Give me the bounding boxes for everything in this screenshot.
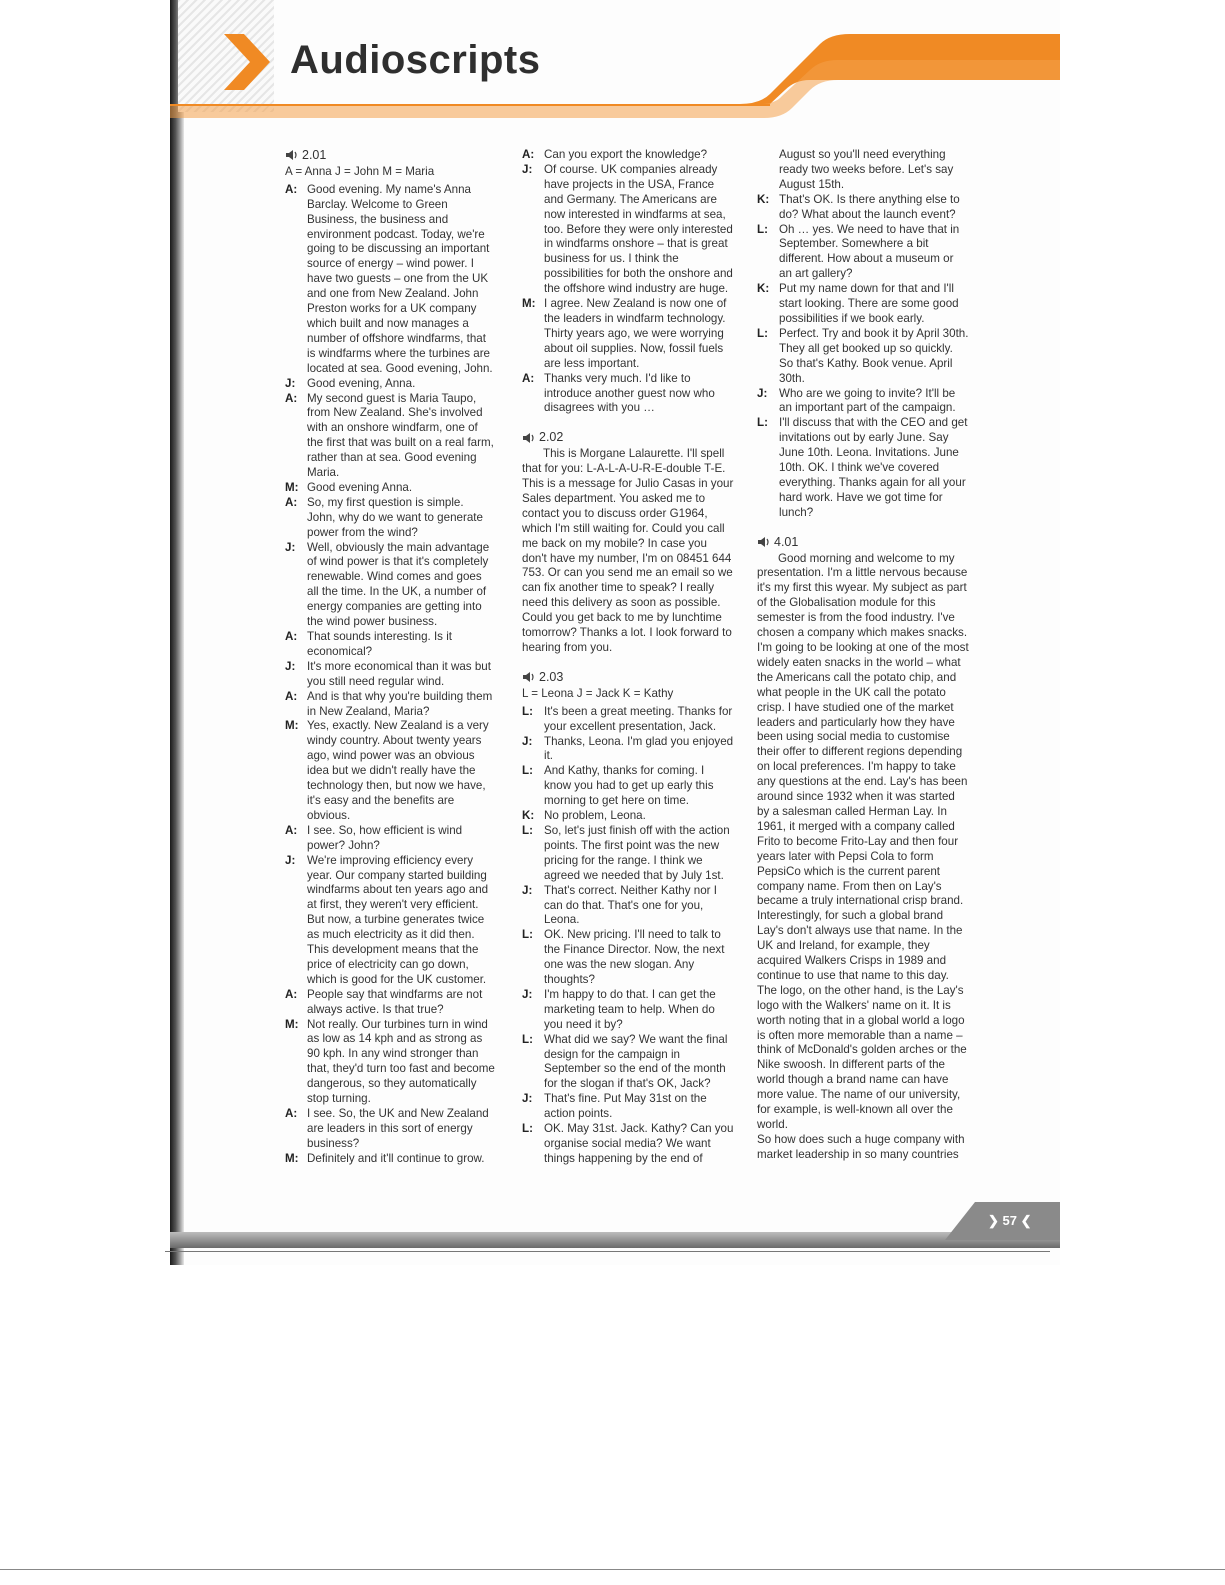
dialogue-text: Oh … yes. We need to have that in September. Somewhere a bit different. How about a museum or an art gallery? — [779, 222, 960, 281]
speaker-label: J: — [285, 376, 296, 390]
dialogue-text: That's correct. Neither Kathy nor I can do that. That's one for you, Leona. — [544, 883, 717, 927]
dialogue-text: I see. So, how efficient is wind power? John? — [307, 823, 463, 852]
dialogue-text: Of course. UK companies already have projects in the USA, France and Germany. The Americans are now interested in windfarms at sea, too. Before they were only interested in windfarms onshore – that is great business for us. I think the possibilities for both the onshore and the offshore wind industry are huge. — [544, 162, 733, 296]
speaker-label: A: — [285, 495, 298, 509]
dialogue-text: I'm happy to do that. I can get the marketing team to help. When do you need it by? — [544, 987, 716, 1031]
dialogue-text: Who are we going to invite? It'll be an important part of the campaign. — [779, 386, 956, 415]
speaker-key: A = Anna J = John M = Maria — [285, 164, 435, 178]
speaker-label: J: — [522, 162, 533, 176]
presentation-paragraph: Good morning and welcome to my presentation. I'm a little nervous because it's my first this wyear. My subject as part of the Globalisation module for this semester is from the food industry. I've chosen a company which makes snacks. I'm going to be looking at one of the most widely eaten snacks in the world – what the Americans call the potato chip, and what people in the UK call the potato crisp. I have studied one of the market leaders and particularly how they have been using social media to customise their offer to different regions depending on local preferences. I'm happy to take any questions at the end. Lay's has been around since 1932 when it was started by a salesman called Herman Lay. In 1961, it merged with a company called Frito to become Frito-Lay and then four years later with Pepsi Cola to form PepsiCo which is the current parent company name. From then on Lay's became a truly international crisp brand. Interestingly, for such a global brand Lay's don't always use that name. In the UK and Ireland, for example, they acquired Walkers Crisps in 1989 and continue to use that name to this day. The logo, on the other hand, is the Lay's logo with the Walkers' name on it. It is worth noting that in a global world a logo is often more memorable than a name – think of McDonald's golden arches or the Nike swoosh. In different parts of the world though a brand name can have more value. The name of our university, for example, is well-known all over the world. — [757, 551, 969, 1131]
scan-frame-line — [0, 1569, 1225, 1570]
dialogue-line — [757, 416, 969, 520]
dialogue-lines — [757, 148, 969, 521]
column-1 — [285, 148, 495, 1167]
dialogue-text: People say that windfarms are not always active. Is that true? — [307, 987, 483, 1016]
dialogue-text: So, my first question is simple. John, why do we want to generate power from the wind? — [307, 495, 483, 539]
dialogue-line — [522, 884, 734, 929]
dialogue-text: So, let's just finish off with the action points. The first point was the new pricing for the range. I think we agreed we needed that by July 1st. — [544, 823, 730, 882]
dialogue-text: Good evening. My name's Anna Barclay. Welcome to Green Business, the business and environment podcast. Today, we're going to be discussing an important source of energy – wind power. I have two guests – one from the UK and one from New Zealand. John Preston works for a UK company which built and now manages a number of offshore windfarms, that is windfarms where the turbines are located at sea. Good evening, John. — [307, 182, 493, 375]
dialogue-text: OK. May 31st. Jack. Kathy? Can you organise social media? We want things happening by the end of — [544, 1122, 734, 1165]
dialogue-line — [522, 988, 734, 1033]
page-binding-shadow — [170, 0, 184, 1265]
dialogue-line — [522, 148, 734, 163]
presentation-paragraph: So how does such a huge company with market leadership in so many countries — [757, 1132, 965, 1161]
track-heading — [285, 148, 495, 163]
dialogue-line — [522, 705, 734, 735]
speaker-label: A: — [285, 182, 298, 196]
speaker-label: L: — [522, 1122, 533, 1136]
dialogue-lines — [522, 705, 734, 1167]
speaker-label: L: — [522, 823, 533, 837]
dialogue-text: It's more economical than it was but you still need regular wind. — [307, 659, 491, 688]
speaker-label: A: — [285, 1107, 298, 1120]
dialogue-line — [285, 1018, 495, 1107]
dialogue-line — [285, 690, 495, 720]
dialogue-line — [522, 372, 734, 417]
dialogue-line — [522, 764, 734, 809]
header-chevron-icon — [222, 34, 272, 90]
dialogue-line — [522, 297, 734, 372]
track-heading — [522, 430, 734, 445]
dialogue-line — [285, 660, 495, 690]
speaker-label: M: — [285, 1017, 299, 1031]
speaker-label: M: — [285, 719, 299, 733]
dialogue-line — [522, 1033, 734, 1093]
dialogue-text: My second guest is Maria Taupo, from New Zealand. She's involved with an onshore windfarm, one of the first that was built on a real farm, rather than at sea. Good evening Maria. — [307, 391, 494, 480]
dialogue-text: And is that why you're building them in New Zealand, Maria? — [307, 689, 493, 718]
speaker-label: J: — [285, 853, 296, 867]
dialogue-line — [522, 163, 734, 297]
dialogue-line — [285, 496, 495, 541]
dialogue-text: That sounds interesting. Is it economical? — [307, 630, 452, 658]
dialogue-text: That's OK. Is there anything else to do? What about the launch event? — [779, 192, 960, 221]
dialogue-text: Good evening, Anna. — [307, 376, 416, 390]
dialogue-text: That's fine. Put May 31st on the action points. — [544, 1092, 707, 1121]
track-number: 2.01 — [302, 148, 327, 162]
speaker-label: L: — [522, 764, 533, 778]
dialogue-line — [285, 541, 495, 630]
dialogue-text: Good evening Anna. — [307, 480, 413, 494]
speaker-label: A: — [522, 148, 535, 161]
speaker-label: M: — [285, 480, 299, 494]
dialogue-line — [285, 719, 495, 823]
dialogue-line — [285, 481, 495, 496]
dialogue-text: Yes, exactly. New Zealand is a very windy country. About twenty years ago, wind power was an obvious idea but we didn't really have the technology then, but now we have, it's easy and the benefits are obvious. — [307, 719, 489, 822]
speaker-label: A: — [285, 630, 298, 643]
dialogue-line — [757, 148, 969, 193]
dialogue-line — [522, 824, 734, 884]
dialogue-text: No problem, Leona. — [544, 809, 646, 823]
speaker-label: J: — [522, 734, 533, 748]
speaker-label: K: — [522, 809, 535, 823]
dialogue-line — [757, 387, 969, 417]
dialogue-line — [522, 928, 734, 988]
speaker-label: J: — [285, 659, 296, 673]
speaker-label: J: — [757, 386, 768, 400]
dialogue-line — [285, 1152, 495, 1167]
dialogue-lines — [522, 148, 734, 416]
dialogue-text: Put my name down for that and I'll start looking. There are some good possibilities if we book early. — [779, 282, 959, 325]
dialogue-text: Perfect. Try and book it by April 30th. They all get booked up so quickly. So that's Kathy. Book venue. April 30th. — [779, 326, 969, 385]
speaker-label: M: — [522, 297, 536, 311]
dialogue-line — [522, 809, 734, 824]
track-number: 4.01 — [774, 534, 799, 549]
speaker-label: L: — [757, 326, 768, 340]
speaker-icon — [285, 149, 299, 161]
speaker-label: A: — [285, 987, 298, 1001]
speaker-label: L: — [757, 222, 768, 236]
dialogue-line — [285, 824, 495, 854]
page-bottom-edge — [170, 1232, 1060, 1248]
dialogue-text: And Kathy, thanks for coming. I know you had to get up early this morning to get here on time. — [544, 764, 714, 808]
dialogue-text: OK. New pricing. I'll need to talk to the Finance Director. Now, the next one was the new slogan. Any thoughts? — [544, 928, 725, 987]
page-number-value: 57 — [1002, 1213, 1017, 1228]
dialogue-text: Thanks, Leona. I'm glad you enjoyed it. — [544, 734, 734, 763]
speaker-icon — [757, 536, 771, 548]
speaker-label: A: — [522, 371, 535, 385]
dialogue-lines — [285, 183, 495, 1167]
message-paragraph: This is Morgane Lalaurette. I'll spell that for you: L-A-L-A-U-R-E-double T-E. This is a message for Julio Casas in your Sales department. You asked me to contact you to discuss order G1964, which I'm still waiting for. Could you call me back on my mobile? In case you don't have my number, I'm on 08451 644 753. Or can you send me an email so we can fix another time to speak? I really need this delivery as soon as possible. Could you get back to me by lunchtime tomorrow? Thanks a lot. I look forward to hearing from you. — [522, 447, 734, 654]
dialogue-text: I agree. New Zealand is now one of the leaders in windfarm technology. Thirty years ago, we were worrying about oil supplies. Now, fossil fuels are less important. — [544, 297, 727, 370]
dialogue-text: What did we say? We want the final design for the campaign in September so the end of the month for the slogan if that's OK, Jack? — [544, 1032, 728, 1091]
column-3 — [757, 148, 969, 1163]
speaker-label: J: — [522, 1092, 533, 1106]
column-2 — [522, 148, 734, 1167]
page — [170, 0, 1060, 1265]
page-title: Audioscripts — [290, 38, 541, 82]
speaker-label: K: — [757, 192, 770, 206]
dialogue-line — [757, 223, 969, 283]
speaker-label: M: — [285, 1151, 299, 1165]
dialogue-text: I see. So, the UK and New Zealand are leaders in this sort of energy business? — [307, 1107, 489, 1150]
track-heading — [757, 535, 969, 550]
dialogue-line — [285, 183, 495, 377]
scan-bottom-rule — [165, 1251, 1050, 1252]
dialogue-line — [285, 854, 495, 988]
speaker-icon — [522, 432, 536, 444]
dialogue-line — [285, 630, 495, 660]
speaker-icon — [522, 671, 536, 683]
speaker-label: L: — [522, 928, 533, 942]
page-number — [988, 1213, 1032, 1229]
speaker-label: L: — [522, 704, 533, 718]
speaker-label — [757, 148, 779, 193]
dialogue-line — [522, 1092, 734, 1122]
speaker-label: A: — [285, 391, 298, 405]
dialogue-line — [522, 735, 734, 765]
speaker-key: L = Leona J = Jack K = Kathy — [522, 686, 674, 700]
dialogue-line — [757, 282, 969, 327]
chevron-left-icon: ❮ — [1020, 1213, 1032, 1228]
dialogue-text: I'll discuss that with the CEO and get invitations out by early June. Say June 10th. Leona. Invitations. June 10th. OK. I think we've covered everything. Thanks again for all your hard work. Have we got time for lunch? — [779, 416, 968, 519]
speaker-label: J: — [522, 883, 533, 897]
dialogue-line — [285, 377, 495, 392]
speaker-label: L: — [757, 416, 768, 430]
speaker-label: A: — [285, 689, 298, 703]
dialogue-line — [522, 1122, 734, 1167]
dialogue-line — [285, 1107, 495, 1152]
dialogue-text: Not really. Our turbines turn in wind as low as 14 kph and as strong as 90 kph. In any wind stronger than that, they'd turn too fast and become dangerous, so they automatically stop turning. — [307, 1017, 495, 1106]
speaker-label: J: — [522, 987, 533, 1001]
speaker-label: A: — [285, 823, 298, 837]
dialogue-line — [757, 327, 969, 387]
track-number: 2.03 — [539, 669, 564, 684]
dialogue-text: We're improving efficiency every year. Our company started building windfarms about ten years ago and at first, they weren't very efficient. But now, a turbine generates twice as much electricity as it did then. This development means that the price of electricity can go down, which is good for the UK customer. — [307, 853, 489, 986]
chevron-right-icon: ❯ — [988, 1213, 999, 1228]
track-heading — [522, 670, 734, 685]
dialogue-text: Well, obviously the main advantage of wind power is that it's completely renewable. Wind comes and goes all the time. In the UK, a number of energy companies are getting into the wind power business. — [307, 540, 490, 629]
dialogue-line — [285, 392, 495, 481]
dialogue-line — [285, 988, 495, 1018]
dialogue-text: Definitely and it'll continue to grow. — [307, 1151, 485, 1165]
dialogue-text: It's been a great meeting. Thanks for your excellent presentation, Jack. — [544, 704, 733, 733]
speaker-label: K: — [757, 282, 770, 296]
speaker-label: J: — [285, 540, 296, 554]
dialogue-text: Can you export the knowledge? — [544, 148, 708, 161]
dialogue-line — [757, 193, 969, 223]
dialogue-text: August so you'll need everything ready two weeks before. Let's say August 15th. — [779, 148, 954, 191]
dialogue-text: Thanks very much. I'd like to introduce another guest now who disagrees with you … — [544, 371, 715, 415]
track-number: 2.02 — [539, 430, 564, 445]
speaker-label: L: — [522, 1032, 533, 1046]
